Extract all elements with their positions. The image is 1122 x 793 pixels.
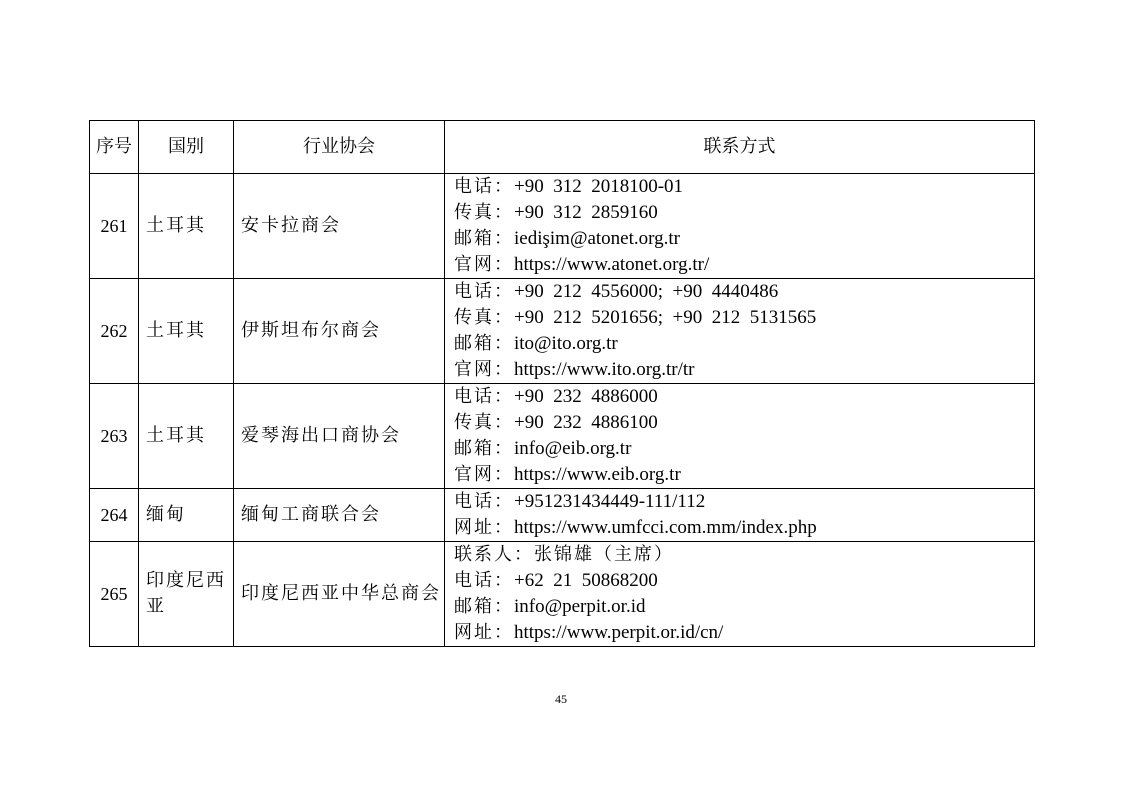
contact-value: https://www.atonet.org.tr/ <box>514 254 710 275</box>
contact-line <box>454 279 1034 305</box>
row-country: 土耳其 <box>139 174 234 279</box>
contact-value: ito@ito.org.tr <box>514 333 618 354</box>
row-number: 265 <box>90 542 139 647</box>
row-association: 伊斯坦布尔商会 <box>234 279 445 384</box>
contact-value: https://www.eib.org.tr <box>514 464 681 485</box>
row-contact <box>445 542 1035 647</box>
contact-line <box>454 410 1034 436</box>
contact-line <box>454 357 1034 383</box>
row-number: 263 <box>90 384 139 489</box>
contact-line <box>454 436 1034 462</box>
contact-label: 电话： <box>454 570 514 591</box>
contact-label: 网址： <box>454 517 514 538</box>
contact-label: 传真： <box>454 307 514 328</box>
contact-line <box>454 305 1034 331</box>
row-association: 印度尼西亚中华总商会 <box>234 542 445 647</box>
contact-label: 邮箱： <box>454 228 514 249</box>
contact-value: +90 312 2859160 <box>514 202 658 223</box>
contact-label: 电话： <box>454 386 514 407</box>
table-header-row <box>90 121 1035 174</box>
contact-value: +90 232 4886000 <box>514 386 658 407</box>
contact-value: +90 312 2018100-01 <box>514 176 684 197</box>
table-row <box>90 489 1035 542</box>
table-row <box>90 174 1035 279</box>
row-contact <box>445 489 1035 542</box>
contact-label: 联系人： <box>454 544 534 565</box>
row-country: 土耳其 <box>139 279 234 384</box>
contact-value: +90 212 4556000; +90 4440486 <box>514 281 779 302</box>
contact-value: +62 21 50868200 <box>514 570 658 591</box>
contact-label: 官网： <box>454 359 514 380</box>
contact-line <box>454 174 1034 200</box>
header-no: 序号 <box>90 121 139 174</box>
header-contact: 联系方式 <box>445 121 1035 174</box>
contact-line <box>454 489 1034 515</box>
contact-line <box>454 331 1034 357</box>
contact-value: iedişim@atonet.org.tr <box>514 228 680 249</box>
table-row <box>90 384 1035 489</box>
contact-value: https://www.umfcci.com.mm/index.php <box>514 517 817 538</box>
row-number: 264 <box>90 489 139 542</box>
contact-line <box>454 384 1034 410</box>
contact-value: +951231434449-111/112 <box>514 491 706 512</box>
header-country: 国别 <box>139 121 234 174</box>
contact-label: 官网： <box>454 254 514 275</box>
row-number: 262 <box>90 279 139 384</box>
contact-line <box>454 462 1034 488</box>
contact-value: 张锦雄（主席） <box>534 544 674 565</box>
contact-label: 邮箱： <box>454 438 514 459</box>
contact-line <box>454 200 1034 226</box>
chamber-contacts-table <box>89 120 1035 647</box>
contact-value: info@perpit.or.id <box>514 596 646 617</box>
contact-label: 官网： <box>454 464 514 485</box>
contact-line <box>454 226 1034 252</box>
contact-label: 传真： <box>454 412 514 433</box>
contact-line <box>454 252 1034 278</box>
row-contact <box>445 384 1035 489</box>
row-association: 安卡拉商会 <box>234 174 445 279</box>
table-row <box>90 542 1035 647</box>
contact-line <box>454 594 1034 620</box>
contact-value: https://www.perpit.or.id/cn/ <box>514 622 724 643</box>
row-association: 缅甸工商联合会 <box>234 489 445 542</box>
contact-value: +90 212 5201656; +90 212 5131565 <box>514 307 817 328</box>
contact-label: 网址： <box>454 622 514 643</box>
table-row <box>90 279 1035 384</box>
row-country: 印度尼西亚 <box>139 542 234 647</box>
row-contact <box>445 279 1035 384</box>
page-number: 45 <box>555 692 567 706</box>
contact-value: +90 232 4886100 <box>514 412 658 433</box>
row-contact <box>445 174 1035 279</box>
contact-line <box>454 515 1034 541</box>
contact-label: 传真： <box>454 202 514 223</box>
row-association: 爱琴海出口商协会 <box>234 384 445 489</box>
header-association: 行业协会 <box>234 121 445 174</box>
contact-label: 电话： <box>454 281 514 302</box>
contact-line <box>454 620 1034 646</box>
contact-label: 邮箱： <box>454 333 514 354</box>
contact-value: https://www.ito.org.tr/tr <box>514 359 695 380</box>
contact-label: 电话： <box>454 491 514 512</box>
contact-label: 电话： <box>454 176 514 197</box>
contact-line <box>454 542 1034 568</box>
contact-line <box>454 568 1034 594</box>
contact-value: info@eib.org.tr <box>514 438 632 459</box>
row-country: 土耳其 <box>139 384 234 489</box>
row-country: 缅甸 <box>139 489 234 542</box>
contact-label: 邮箱： <box>454 596 514 617</box>
row-number: 261 <box>90 174 139 279</box>
